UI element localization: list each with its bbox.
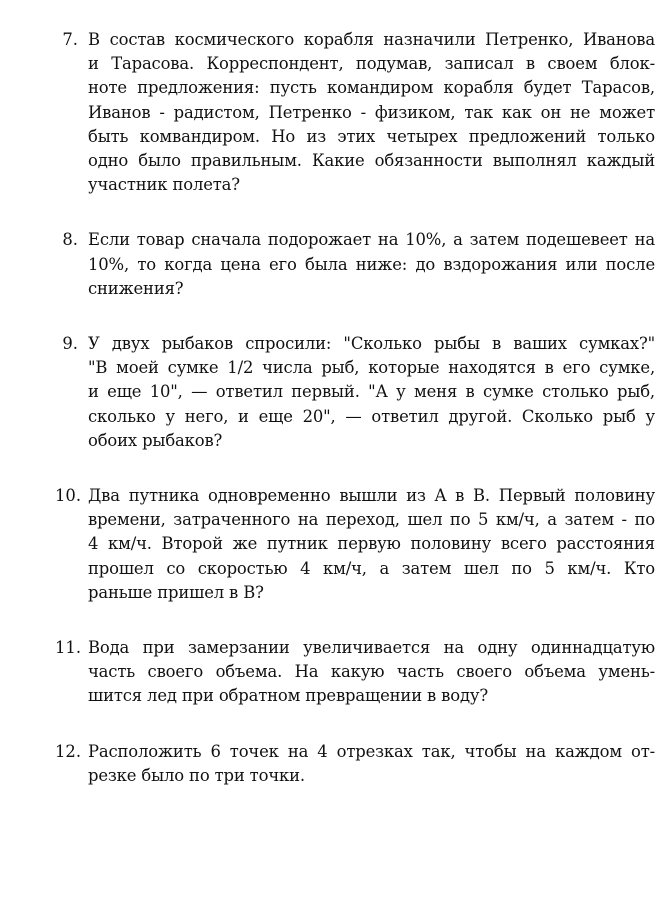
problem-text — [88, 636, 655, 709]
problem-number: 12. — [55, 741, 82, 761]
text-line: раньше пришел в B? — [88, 582, 264, 602]
text-line: сколько у него, и еще 20", — ответил другой. Сколько рыб у — [88, 406, 655, 426]
text-line: В состав космического корабля назначили Петренко, Иванова — [88, 30, 655, 49]
text-line: часть своего объема. На какую часть своего объема умень- — [88, 662, 655, 682]
problem-8 — [55, 228, 655, 301]
text-line: ноте предложения: пусть командиром корабля будет Тарасов, — [88, 78, 655, 98]
text-line: времени, затраченного на переход, шел по 5 км/ч, а затем - по — [88, 510, 655, 530]
text-line: У двух рыбаков спросили: "Сколько рыбы в ваших сумках?" — [88, 334, 655, 354]
problem-9 — [55, 332, 655, 453]
text-line: и еще 10", — ответил первый. "А у меня в сумке столько рыб, — [88, 382, 655, 402]
problem-12 — [55, 740, 655, 788]
text-line: шится лед при обратном превращении в воду? — [88, 686, 489, 706]
problem-number: 9. — [62, 334, 78, 354]
problem-text — [88, 228, 655, 301]
text-line: прошел со скоростью 4 км/ч, а затем шел по 5 км/ч. Кто — [88, 558, 655, 578]
text-line: и Тарасова. Корреспондент, подумав, записал в своем блок- — [88, 54, 655, 74]
text-line: "В моей сумке 1/2 числа рыб, которые находятся в его сумке, — [88, 358, 655, 378]
text-line: 4 км/ч. Второй же путник первую половину всего расстояния — [88, 534, 655, 554]
text-line: Вода при замерзании увеличивается на одну одиннадцатую — [88, 638, 655, 658]
problem-text — [88, 484, 655, 605]
text-line: одно было правильным. Какие обязанности выполнял каждый — [88, 151, 655, 171]
text-line: резке было по три точки. — [88, 765, 305, 785]
problem-text — [88, 332, 655, 453]
text-line: быть комвандиром. Но из этих четырех предложений только — [88, 126, 655, 146]
problem-text — [88, 740, 655, 788]
text-line: 10%, то когда цена его была ниже: до вздорожания или после — [88, 254, 655, 274]
text-line: обоих рыбаков? — [88, 430, 223, 450]
problem-list — [55, 28, 655, 819]
text-line: Если товар сначала подорожает на 10%, а затем подешевеет на — [88, 230, 655, 250]
problem-number: 8. — [62, 230, 78, 250]
text-line: Расположить 6 точек на 4 отрезках так, чтобы на каждом от- — [88, 741, 655, 761]
problem-number: 11. — [55, 638, 82, 658]
text-line: Иванов - радистом, Петренко - физиком, так как он не может — [88, 102, 655, 122]
text-line: снижения? — [88, 278, 184, 298]
text-line: Два путника одновременно вышли из A в B. Первый половину — [88, 486, 655, 506]
text-line: участник полета? — [88, 175, 240, 195]
problem-number: 10. — [55, 486, 82, 506]
problem-7 — [55, 28, 655, 197]
problem-10 — [55, 484, 655, 605]
problem-11 — [55, 636, 655, 709]
problem-text — [88, 28, 655, 197]
problem-number: 7. — [62, 30, 78, 49]
